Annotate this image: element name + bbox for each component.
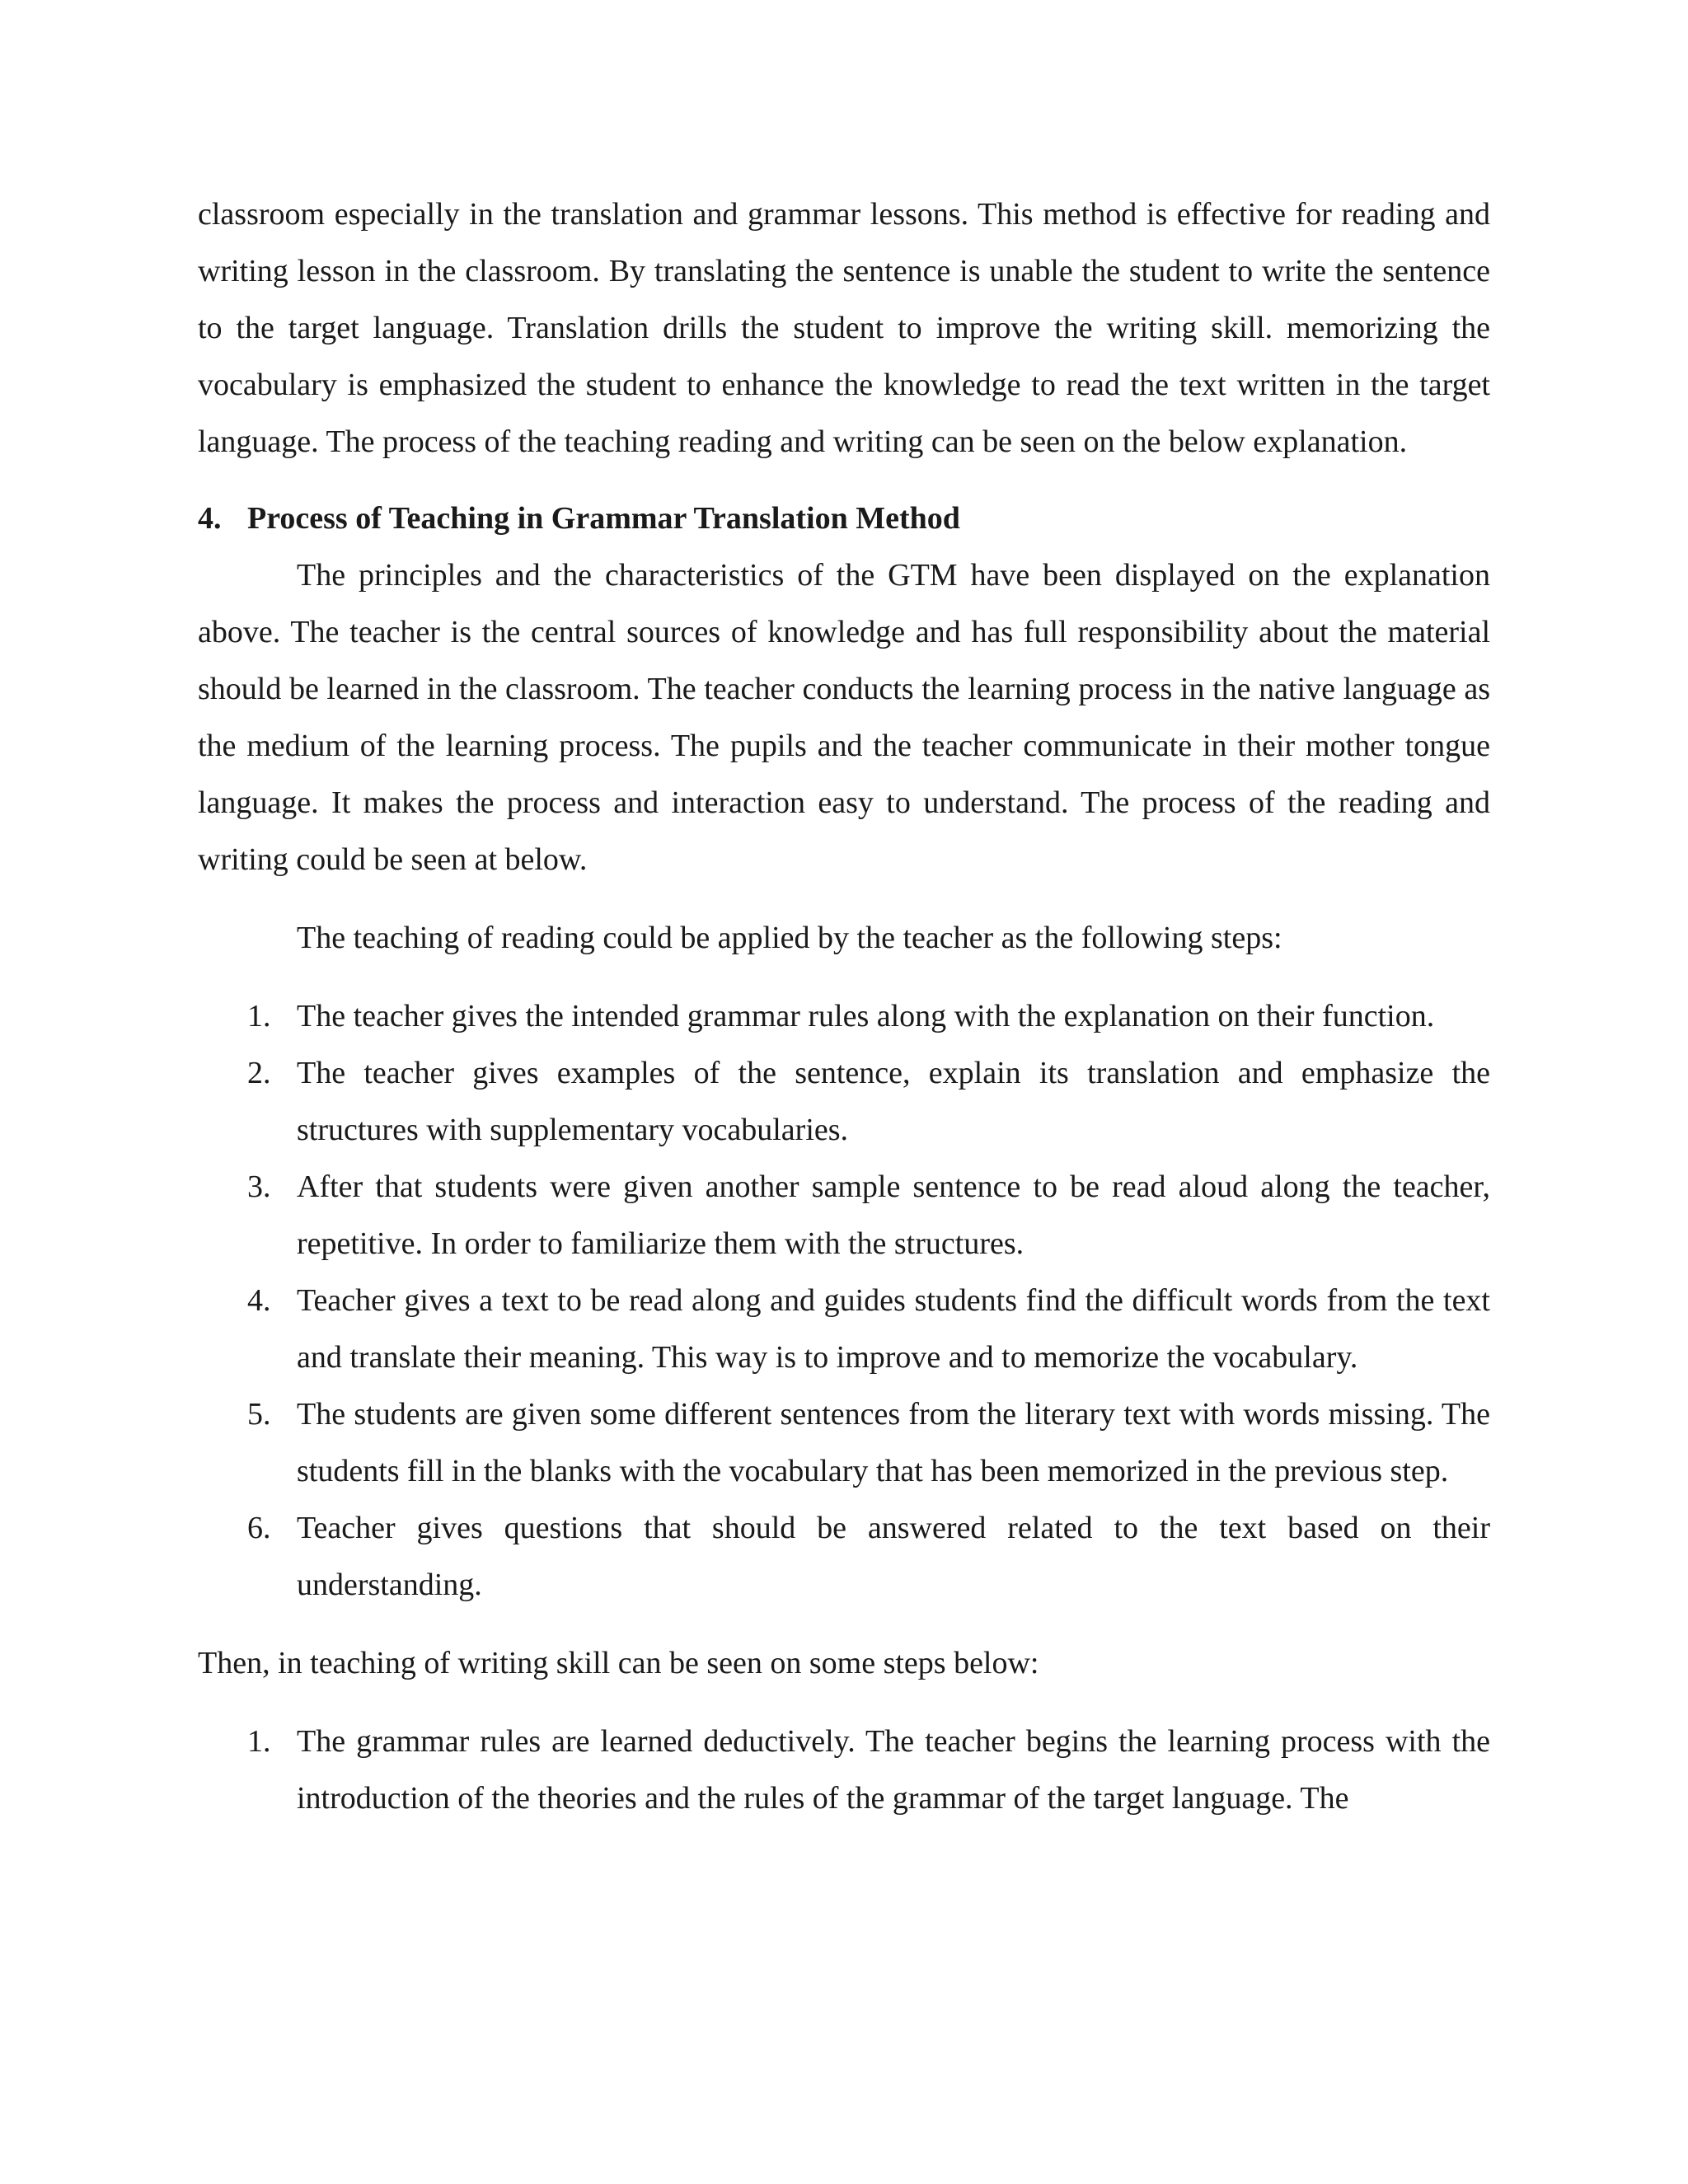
section-title: Process of Teaching in Grammar Translation Method	[247, 501, 960, 536]
list-item-text: The grammar rules are learned deductively. The teacher begins the learning process with the introduction of the theories and the rules of the grammar of the target language. The	[297, 1724, 1490, 1816]
section-heading	[198, 490, 1490, 547]
list-item-number: 3.	[247, 1169, 271, 1204]
writing-steps-list	[198, 1713, 1490, 1827]
list-item	[198, 1713, 1490, 1827]
section-number: 4.	[198, 501, 222, 536]
list-item-number: 5.	[247, 1397, 271, 1432]
list-item-number: 4.	[247, 1283, 271, 1318]
reading-steps-list	[198, 988, 1490, 1614]
intro-paragraph: classroom especially in the translation and grammar lessons. This method is effective for reading and writing lesson in the classroom. By translating the sentence is unable the student to write the sentence to the target language. Translation drills the student to improve the writing skill. memorizing the vocabulary is emphasized the student to enhance the knowledge to read the text written in the target language. The process of the teaching reading and writing can be seen on the below explanation.	[198, 197, 1490, 459]
list-item	[198, 1159, 1490, 1272]
list-item	[198, 1500, 1490, 1614]
list-item	[198, 1045, 1490, 1159]
list-item-number: 2.	[247, 1056, 271, 1090]
list-item-text: The teacher gives examples of the sentence, explain its translation and emphasize the structures with supplementary vocabularies.	[297, 1056, 1490, 1147]
list-item-text: The teacher gives the intended grammar rules along with the explanation on their function.	[297, 999, 1435, 1033]
list-item-text: Teacher gives questions that should be answered related to the text based on their understanding.	[297, 1511, 1490, 1602]
principles-paragraph: The principles and the characteristics of the GTM have been displayed on the explanation above. The teacher is the central sources of knowledge and has full responsibility about the material should be learned in the classroom. The teacher conducts the learning process in the native language as the medium of the learning process. The pupils and the teacher communicate in their mother tongue language. It makes the process and interaction easy to understand. The process of the reading and writing could be seen at below.	[198, 558, 1490, 877]
list-item-text: Teacher gives a text to be read along and guides students find the difficult words from the text and translate their meaning. This way is to improve and to memorize the vocabulary.	[297, 1283, 1490, 1375]
list-item-text: The students are given some different sentences from the literary text with words missing. The students fill in the blanks with the vocabulary that has been memorized in the previous step.	[297, 1397, 1490, 1488]
list-item	[198, 988, 1490, 1045]
list-item-number: 1.	[247, 999, 271, 1033]
list-item-number: 1.	[247, 1724, 271, 1759]
reading-steps-intro: The teaching of reading could be applied by the teacher as the following steps:	[297, 921, 1282, 955]
document-page	[198, 186, 1490, 1827]
list-item-number: 6.	[247, 1511, 271, 1545]
writing-steps-intro: Then, in teaching of writing skill can be seen on some steps below:	[198, 1646, 1039, 1680]
list-item	[198, 1272, 1490, 1386]
list-item-text: After that students were given another sample sentence to be read aloud along the teacher, repetitive. In order to familiarize them with the structures.	[297, 1169, 1490, 1261]
list-item	[198, 1386, 1490, 1500]
